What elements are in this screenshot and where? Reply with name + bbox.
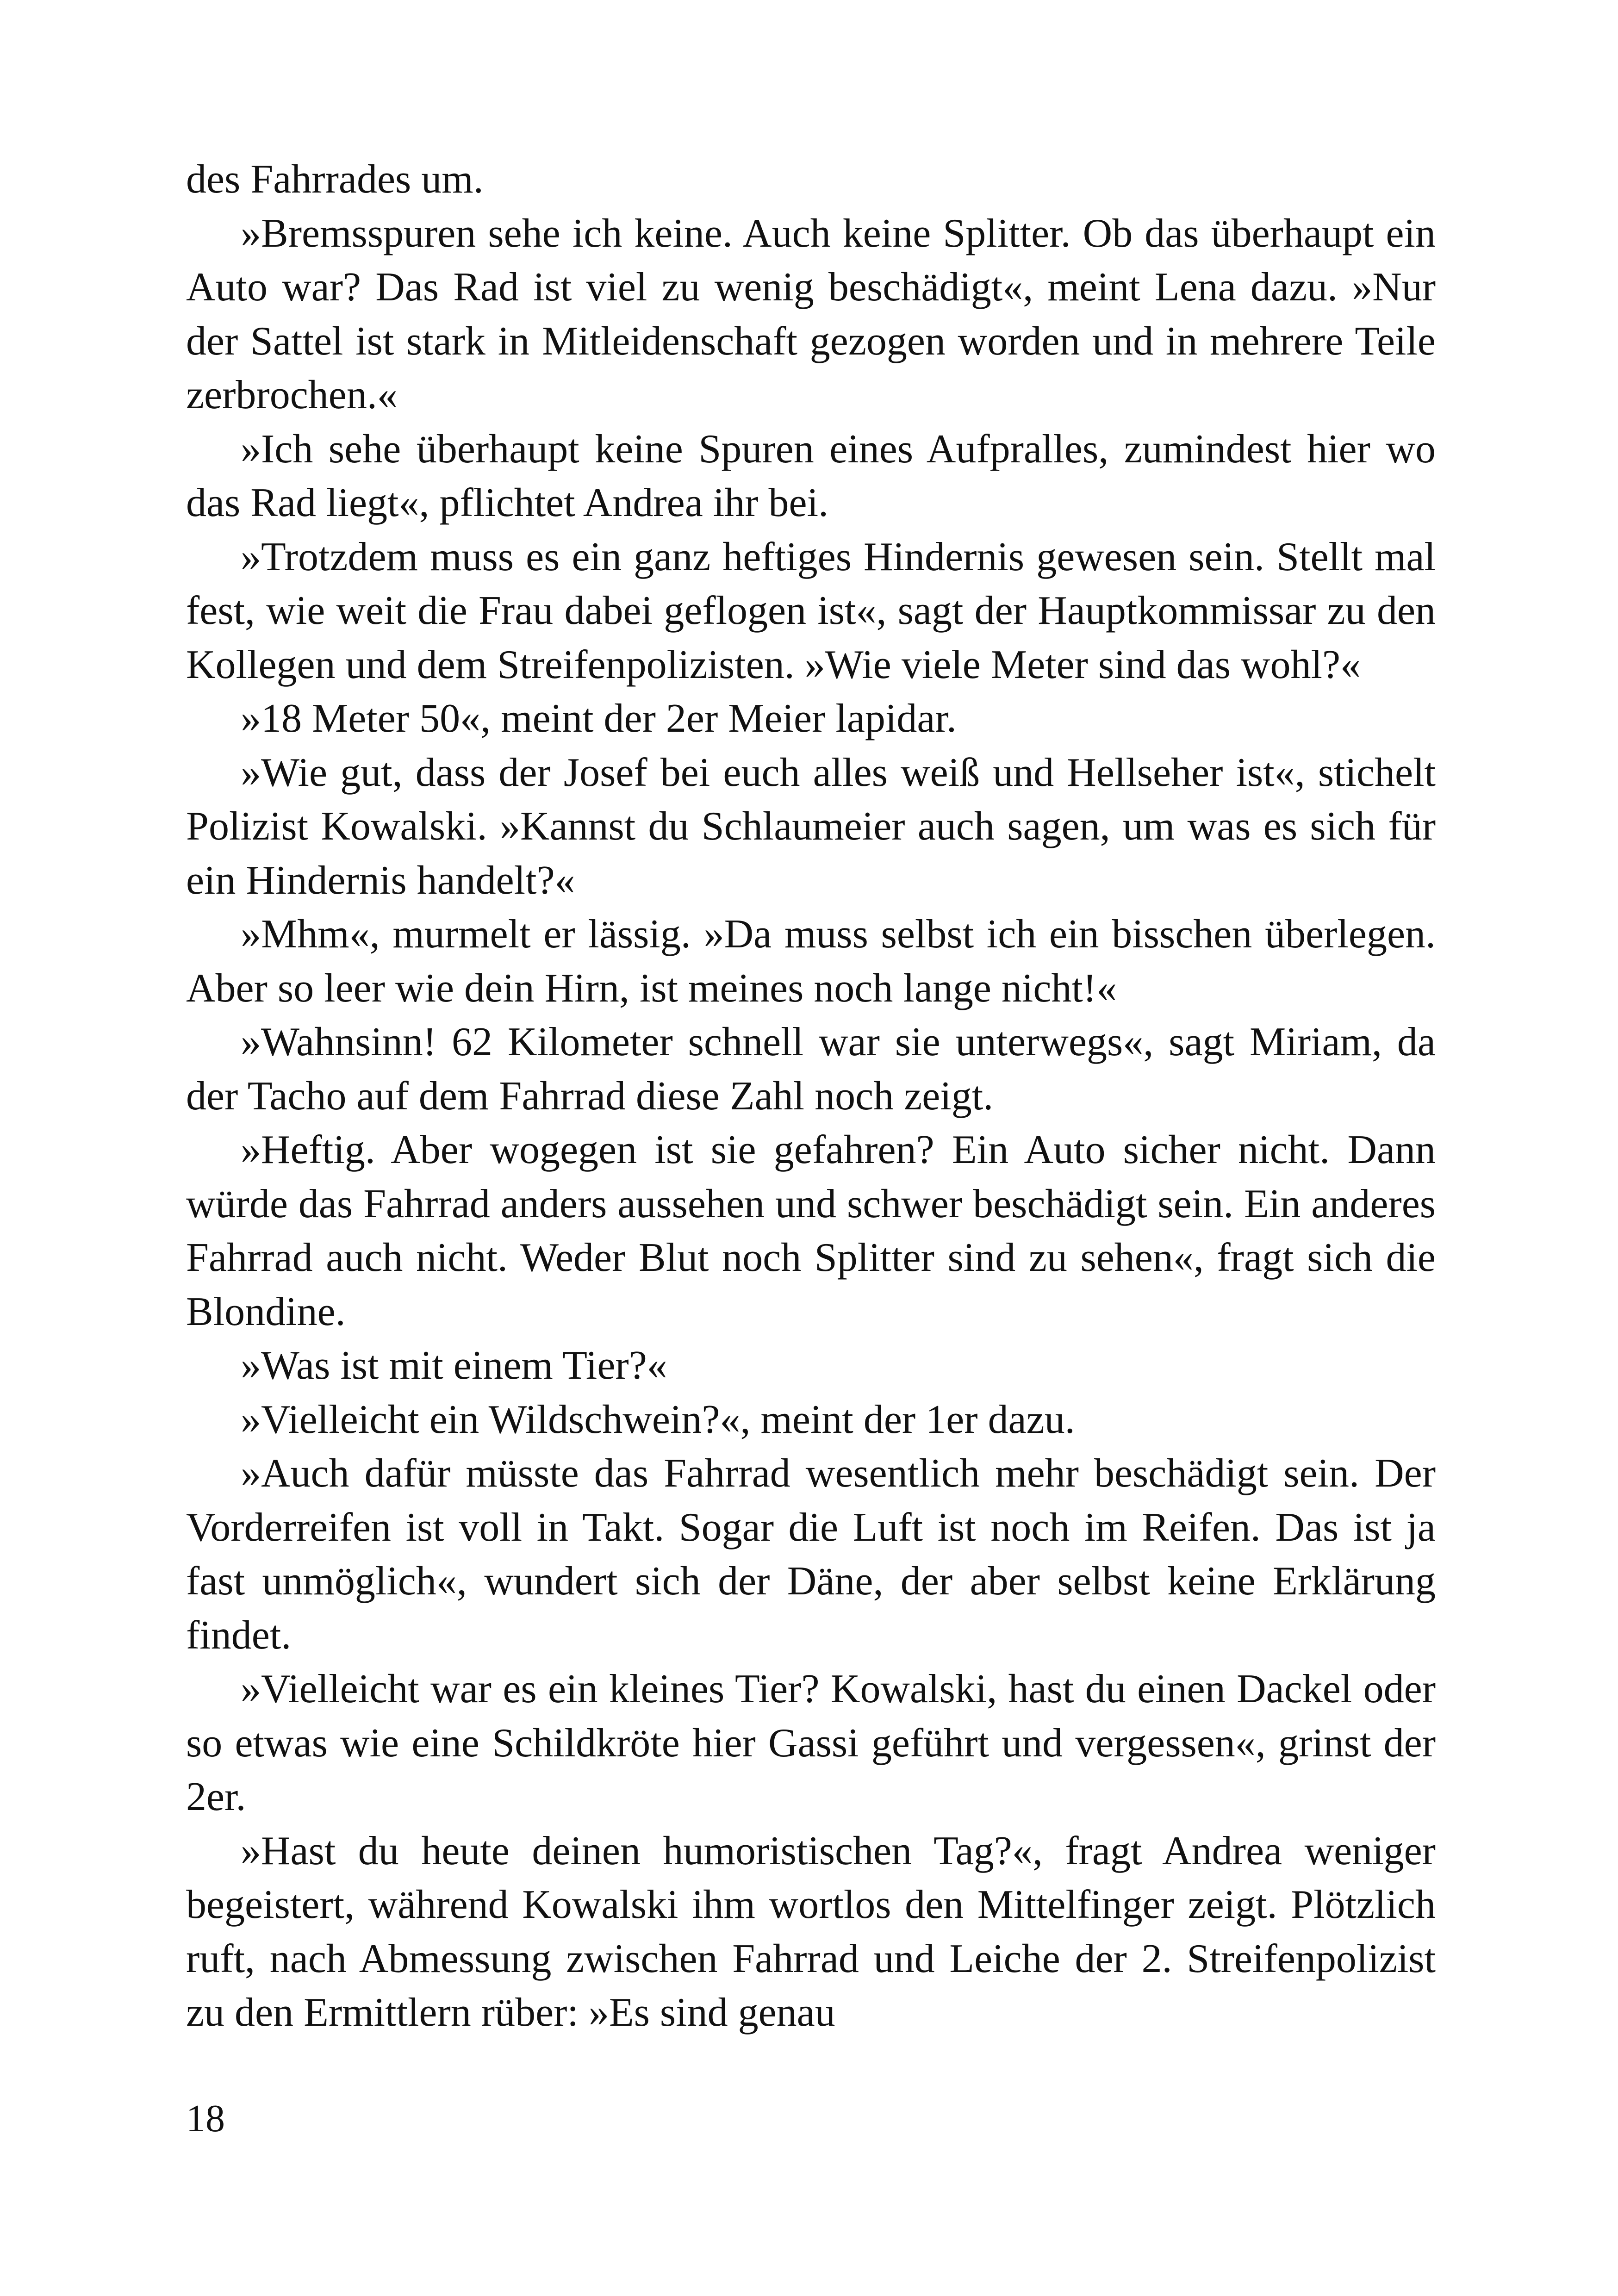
paragraph: »18 Meter 50«, meint der 2er Meier lapidar. <box>241 696 957 741</box>
paragraph: »Mhm«, murmelt er lässig. »Da muss selbst ich ein bisschen überlegen. Aber so leer wie dein Hirn, ist meines noch lange nicht!« <box>186 912 1436 1011</box>
paragraph: »Vielleicht war es ein kleines Tier? Kowalski, hast du einen Dackel oder so etwas wie eine Schildkröte hier Gassi geführt und vergessen«, grinst der 2er. <box>186 1667 1436 1819</box>
paragraph: »Heftig. Aber wogegen ist sie gefahren? Ein Auto sicher nicht. Dann würde das Fahrrad anders aussehen und schwer beschädigt sein. Ein anderes Fahrrad auch nicht. Weder Blut noch Splitter sind zu sehen«, fragt sich die Blondine. <box>186 1127 1436 1334</box>
body-text <box>186 153 1436 2040</box>
paragraph: »Trotzdem muss es ein ganz heftiges Hindernis gewesen sein. Stellt mal fest, wie weit die Frau dabei geflogen ist«, sagt der Hauptkommissar zu den Kollegen und dem Streifenpolizisten. »Wie viele Meter sind das wohl?« <box>186 534 1436 687</box>
paragraph: »Wahnsinn! 62 Kilometer schnell war sie unterwegs«, sagt Miriam, da der Tacho auf dem Fahrrad diese Zahl noch zeigt. <box>186 1020 1436 1119</box>
page-number: 18 <box>186 2097 225 2140</box>
paragraph: »Hast du heute deinen humoristischen Tag?«, fragt Andrea weniger begeistert, während Kowalski ihm wortlos den Mittelfinger zeigt. Plötzlich ruft, nach Abmessung zwischen Fahrrad und Leiche der 2. Streifenpolizist zu den Ermittlern rüber: »Es sind genau <box>186 1828 1436 2035</box>
paragraph: »Auch dafür müsste das Fahrrad wesentlich mehr beschädigt sein. Der Vorderreifen ist voll in Takt. Sogar die Luft ist noch im Reifen. Das ist ja fast unmöglich«, wundert sich der Däne, der aber selbst keine Erklärung findet. <box>186 1451 1436 1658</box>
paragraph: »Ich sehe überhaupt keine Spuren eines Aufpralles, zumindest hier wo das Rad liegt«, pflichtet Andrea ihr bei. <box>186 426 1436 525</box>
paragraph: »Wie gut, dass der Josef bei euch alles weiß und Hellseher ist«, stichelt Polizist Kowalski. »Kannst du Schlaumeier auch sagen, um was es sich für ein Hindernis handelt?« <box>186 750 1436 903</box>
paragraph: »Bremsspuren sehe ich keine. Auch keine Splitter. Ob das überhaupt ein Auto war? Das Rad ist viel zu wenig beschädigt«, meint Lena dazu. »Nur der Sattel ist stark in Mitleidenschaft gezogen worden und in mehrere Teile zerbrochen.« <box>186 211 1436 417</box>
paragraph: des Fahrrades um. <box>186 157 484 202</box>
paragraph: »Was ist mit einem Tier?« <box>241 1343 667 1388</box>
paragraph: »Vielleicht ein Wildschwein?«, meint der 1er dazu. <box>241 1397 1075 1442</box>
